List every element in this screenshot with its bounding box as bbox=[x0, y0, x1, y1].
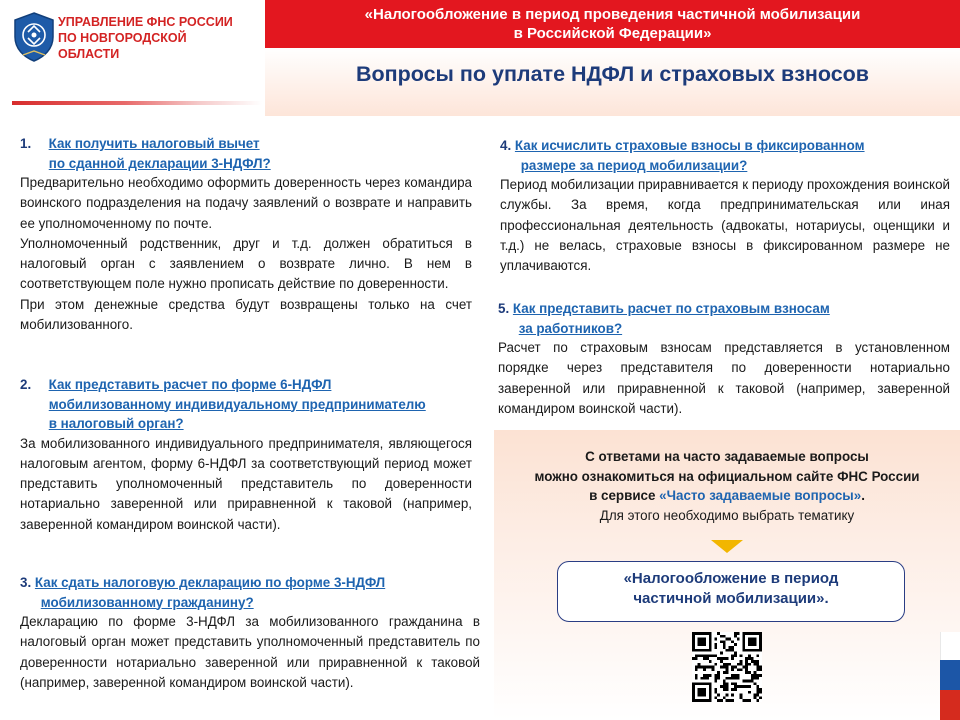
faq-service-link[interactable]: «Часто задаваемые вопросы» bbox=[659, 488, 862, 503]
question-1-link[interactable]: Как получить налоговый вычет bbox=[48, 136, 260, 151]
question-number: 3. bbox=[20, 575, 32, 590]
info-line: С ответами на часто задаваемые вопросы bbox=[585, 449, 869, 464]
answer-3 bbox=[20, 612, 480, 693]
question-5 bbox=[498, 299, 950, 419]
topic-text bbox=[557, 569, 905, 609]
question-4-link[interactable]: размере за период мобилизации? bbox=[520, 157, 748, 173]
answer-paragraph: Расчет по страховым взносам представляется в установленном порядке через представителя по доверенности нотариально заверенной или приравненной к таковой (например, заверенной командиром воинской части). bbox=[498, 340, 950, 416]
organization-name bbox=[58, 14, 258, 62]
question-1-heading bbox=[20, 134, 472, 173]
question-2 bbox=[20, 375, 472, 535]
question-4-heading bbox=[500, 136, 950, 175]
answer-paragraph: Период мобилизации приравнивается к периоду прохождения воинской службы. За время, когда предпринимательская или иная профессиональная деятельность (адвокаты, нотариусы, оценщики и т.д.) не велась, страховые взносы в фиксированном размере не уплачиваются. bbox=[500, 177, 950, 274]
org-name-line: УПРАВЛЕНИЕ ФНС РОССИИ bbox=[58, 15, 233, 29]
question-5-link[interactable]: за работников? bbox=[518, 320, 623, 336]
question-number: 2. bbox=[20, 377, 32, 392]
banner-line: в Российской Федерации» bbox=[513, 25, 712, 42]
question-4 bbox=[500, 136, 950, 276]
banner-text bbox=[265, 5, 960, 43]
question-1-link[interactable]: по сданной декларации 3-НДФЛ? bbox=[48, 155, 271, 171]
topic-line: «Налогообложение в период bbox=[623, 570, 839, 587]
question-3-link[interactable]: Как сдать налоговую декларацию по форме 3-НДФЛ bbox=[34, 575, 386, 590]
flag-stripe-white bbox=[940, 632, 960, 662]
info-line bbox=[494, 486, 960, 506]
page-title: Вопросы по уплате НДФЛ и страховых взносов bbox=[355, 62, 870, 86]
question-2-link[interactable]: мобилизованному индивидуальному предпринимателю bbox=[48, 396, 426, 412]
question-number: 1. bbox=[20, 136, 32, 151]
answer-1 bbox=[20, 173, 472, 335]
answer-paragraph: Декларацию по форме 3-НДФЛ за мобилизованного гражданина в налоговый орган может представить уполномоченный представитель по доверенности нотариально заверенной или приравненной к таковой (например, заверенной командиром воинской части). bbox=[20, 614, 480, 690]
question-1 bbox=[20, 134, 472, 335]
answer-paragraph: За мобилизованного индивидуального предпринимателя, являющегося налоговым агентом, форму 6-НДФЛ за соответствующий период может представить уполномоченный представитель по доверенности нотариально заверенной или приравненной к таковой (например, заверенной командиром воинской части). bbox=[20, 435, 472, 532]
question-2-heading bbox=[20, 375, 472, 434]
question-number: 4. bbox=[500, 138, 512, 153]
faq-info-text bbox=[494, 447, 960, 525]
info-line: можно ознакомиться на официальном сайте ФНС России bbox=[534, 468, 920, 484]
answer-4 bbox=[500, 175, 950, 276]
info-line-prefix: в сервисе bbox=[589, 488, 660, 503]
question-5-heading bbox=[498, 299, 950, 338]
org-name-line: ПО НОВГОРОДСКОЙ bbox=[58, 31, 187, 45]
question-3-link[interactable]: мобилизованному гражданину? bbox=[40, 594, 254, 610]
banner-line: «Налогообложение в период проведения частичной мобилизации bbox=[364, 6, 861, 23]
topic-line: частичной мобилизации». bbox=[633, 590, 829, 607]
question-2-link[interactable]: Как представить расчет по форме 6-НДФЛ bbox=[48, 377, 332, 392]
answer-paragraph: Уполномоченный родственник, друг и т.д. должен обратиться в налоговый орган с заявлением о возврате лично. В нем в соответствующем поле нужно прописать действие по доверенности. bbox=[20, 235, 472, 292]
flag-stripe-blue bbox=[940, 660, 960, 690]
org-name-line: ОБЛАСТИ bbox=[58, 47, 120, 61]
question-3-heading bbox=[20, 573, 480, 612]
info-line-suffix: . bbox=[861, 488, 865, 503]
question-5-link[interactable]: Как представить расчет по страховым взносам bbox=[512, 301, 830, 316]
question-3 bbox=[20, 573, 480, 693]
arrow-down-icon bbox=[711, 540, 743, 553]
fns-emblem-icon bbox=[11, 11, 57, 63]
question-2-link[interactable]: в налоговый орган? bbox=[48, 416, 184, 431]
answer-paragraph: Предварительно необходимо оформить доверенность через командира воинского подразделения на подачу заявлений о возврате и направить ее уполномоченному по почте. bbox=[20, 175, 472, 231]
answer-paragraph: При этом денежные средства будут возвращены только на счет мобилизованного. bbox=[20, 296, 472, 333]
answer-2 bbox=[20, 434, 472, 535]
question-number: 5. bbox=[498, 301, 510, 316]
header-divider bbox=[12, 101, 262, 105]
qr-code-icon[interactable] bbox=[692, 632, 762, 702]
info-line: Для этого необходимо выбрать тематику bbox=[599, 507, 855, 523]
question-4-link[interactable]: Как исчислить страховые взносы в фиксированном bbox=[514, 138, 865, 153]
answer-5 bbox=[498, 338, 950, 419]
flag-stripe-red bbox=[940, 690, 960, 720]
